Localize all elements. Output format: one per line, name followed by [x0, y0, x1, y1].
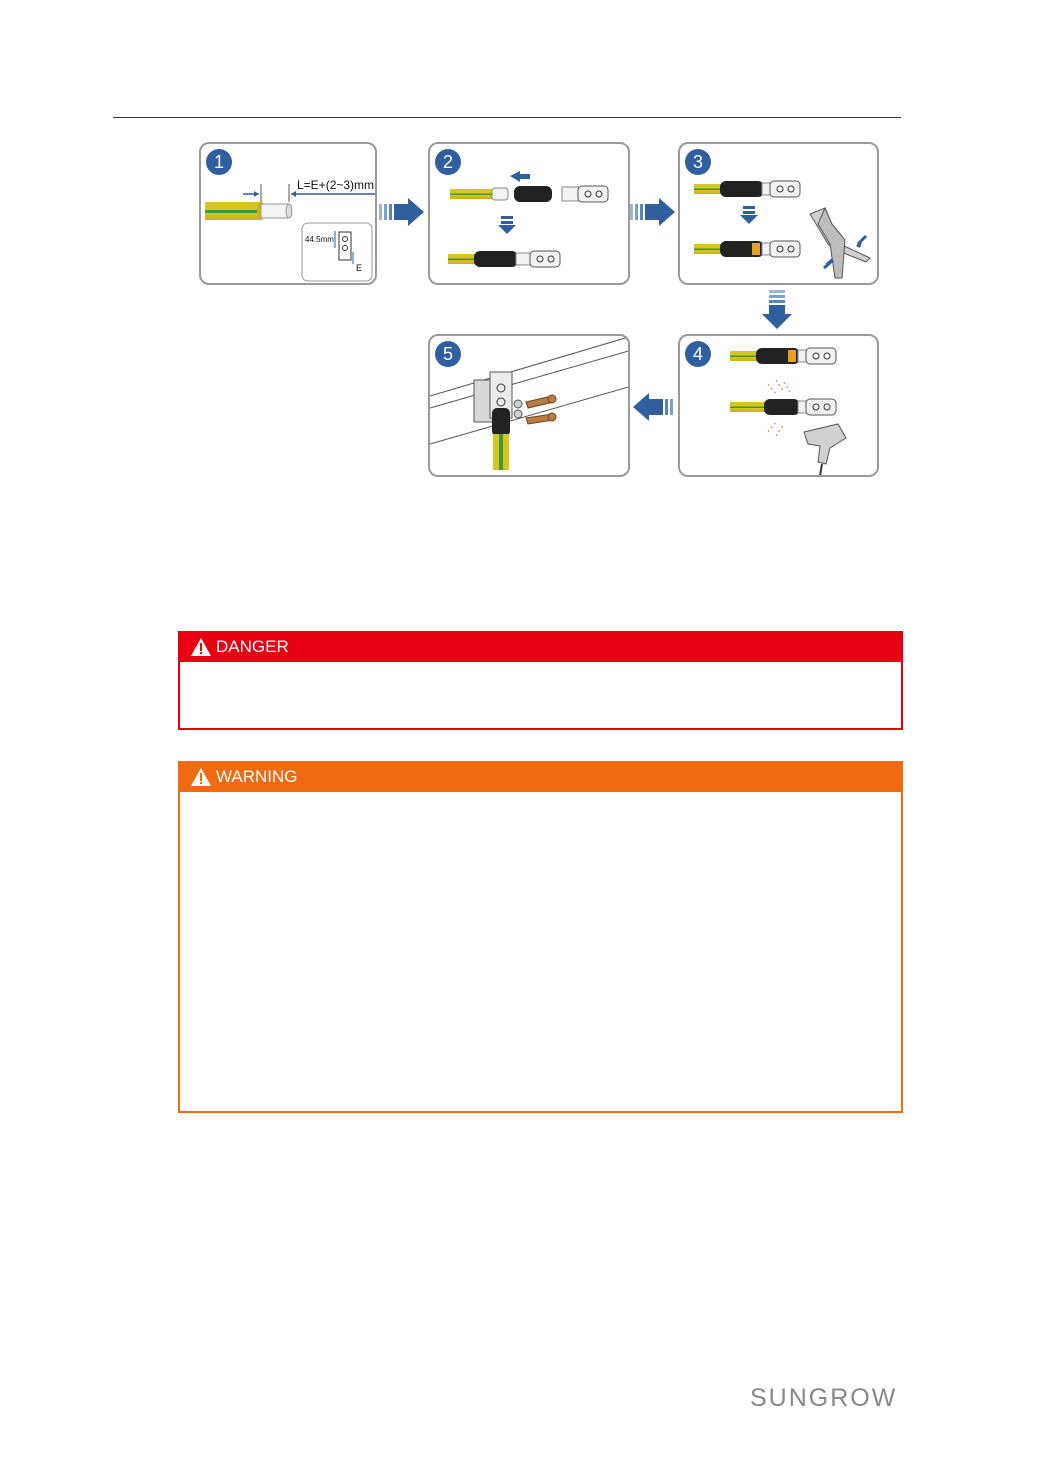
- step-5-number-badge: 5: [435, 341, 461, 367]
- step-1-formula: L=E+(2~3)mm: [297, 178, 375, 192]
- step-1-panel: [199, 142, 377, 285]
- flow-arrow-3-to-4: [761, 290, 793, 330]
- warning-notice-header: [178, 761, 903, 792]
- step-1-dimension: 44.5mm: [305, 235, 334, 244]
- flow-arrow-1-to-2: [379, 196, 425, 228]
- step-3-panel: [678, 142, 879, 285]
- warning-notice-label: WARNING: [216, 766, 298, 786]
- flow-arrow-4-to-5: [632, 391, 676, 423]
- brand-logo: SUNGROW: [750, 1384, 898, 1412]
- danger-notice-header: [178, 631, 903, 662]
- flow-arrow-2-to-3: [630, 196, 676, 228]
- step-5-panel: [428, 334, 630, 477]
- step-2-number-badge: 2: [435, 149, 461, 175]
- warning-triangle-icon: [190, 767, 212, 787]
- step-1-dimension-label: E: [356, 263, 363, 273]
- step-4-panel: [678, 334, 879, 477]
- header-rule: [113, 117, 901, 118]
- danger-notice-label: DANGER: [216, 636, 289, 656]
- step-4-number-badge: 4: [685, 341, 711, 367]
- step-3-number-badge: 3: [685, 149, 711, 175]
- warning-notice: [178, 761, 903, 1113]
- step-2-panel: [428, 142, 630, 285]
- warning-triangle-icon: [190, 637, 212, 657]
- step-1-number-badge: 1: [206, 149, 232, 175]
- danger-notice: [178, 631, 903, 730]
